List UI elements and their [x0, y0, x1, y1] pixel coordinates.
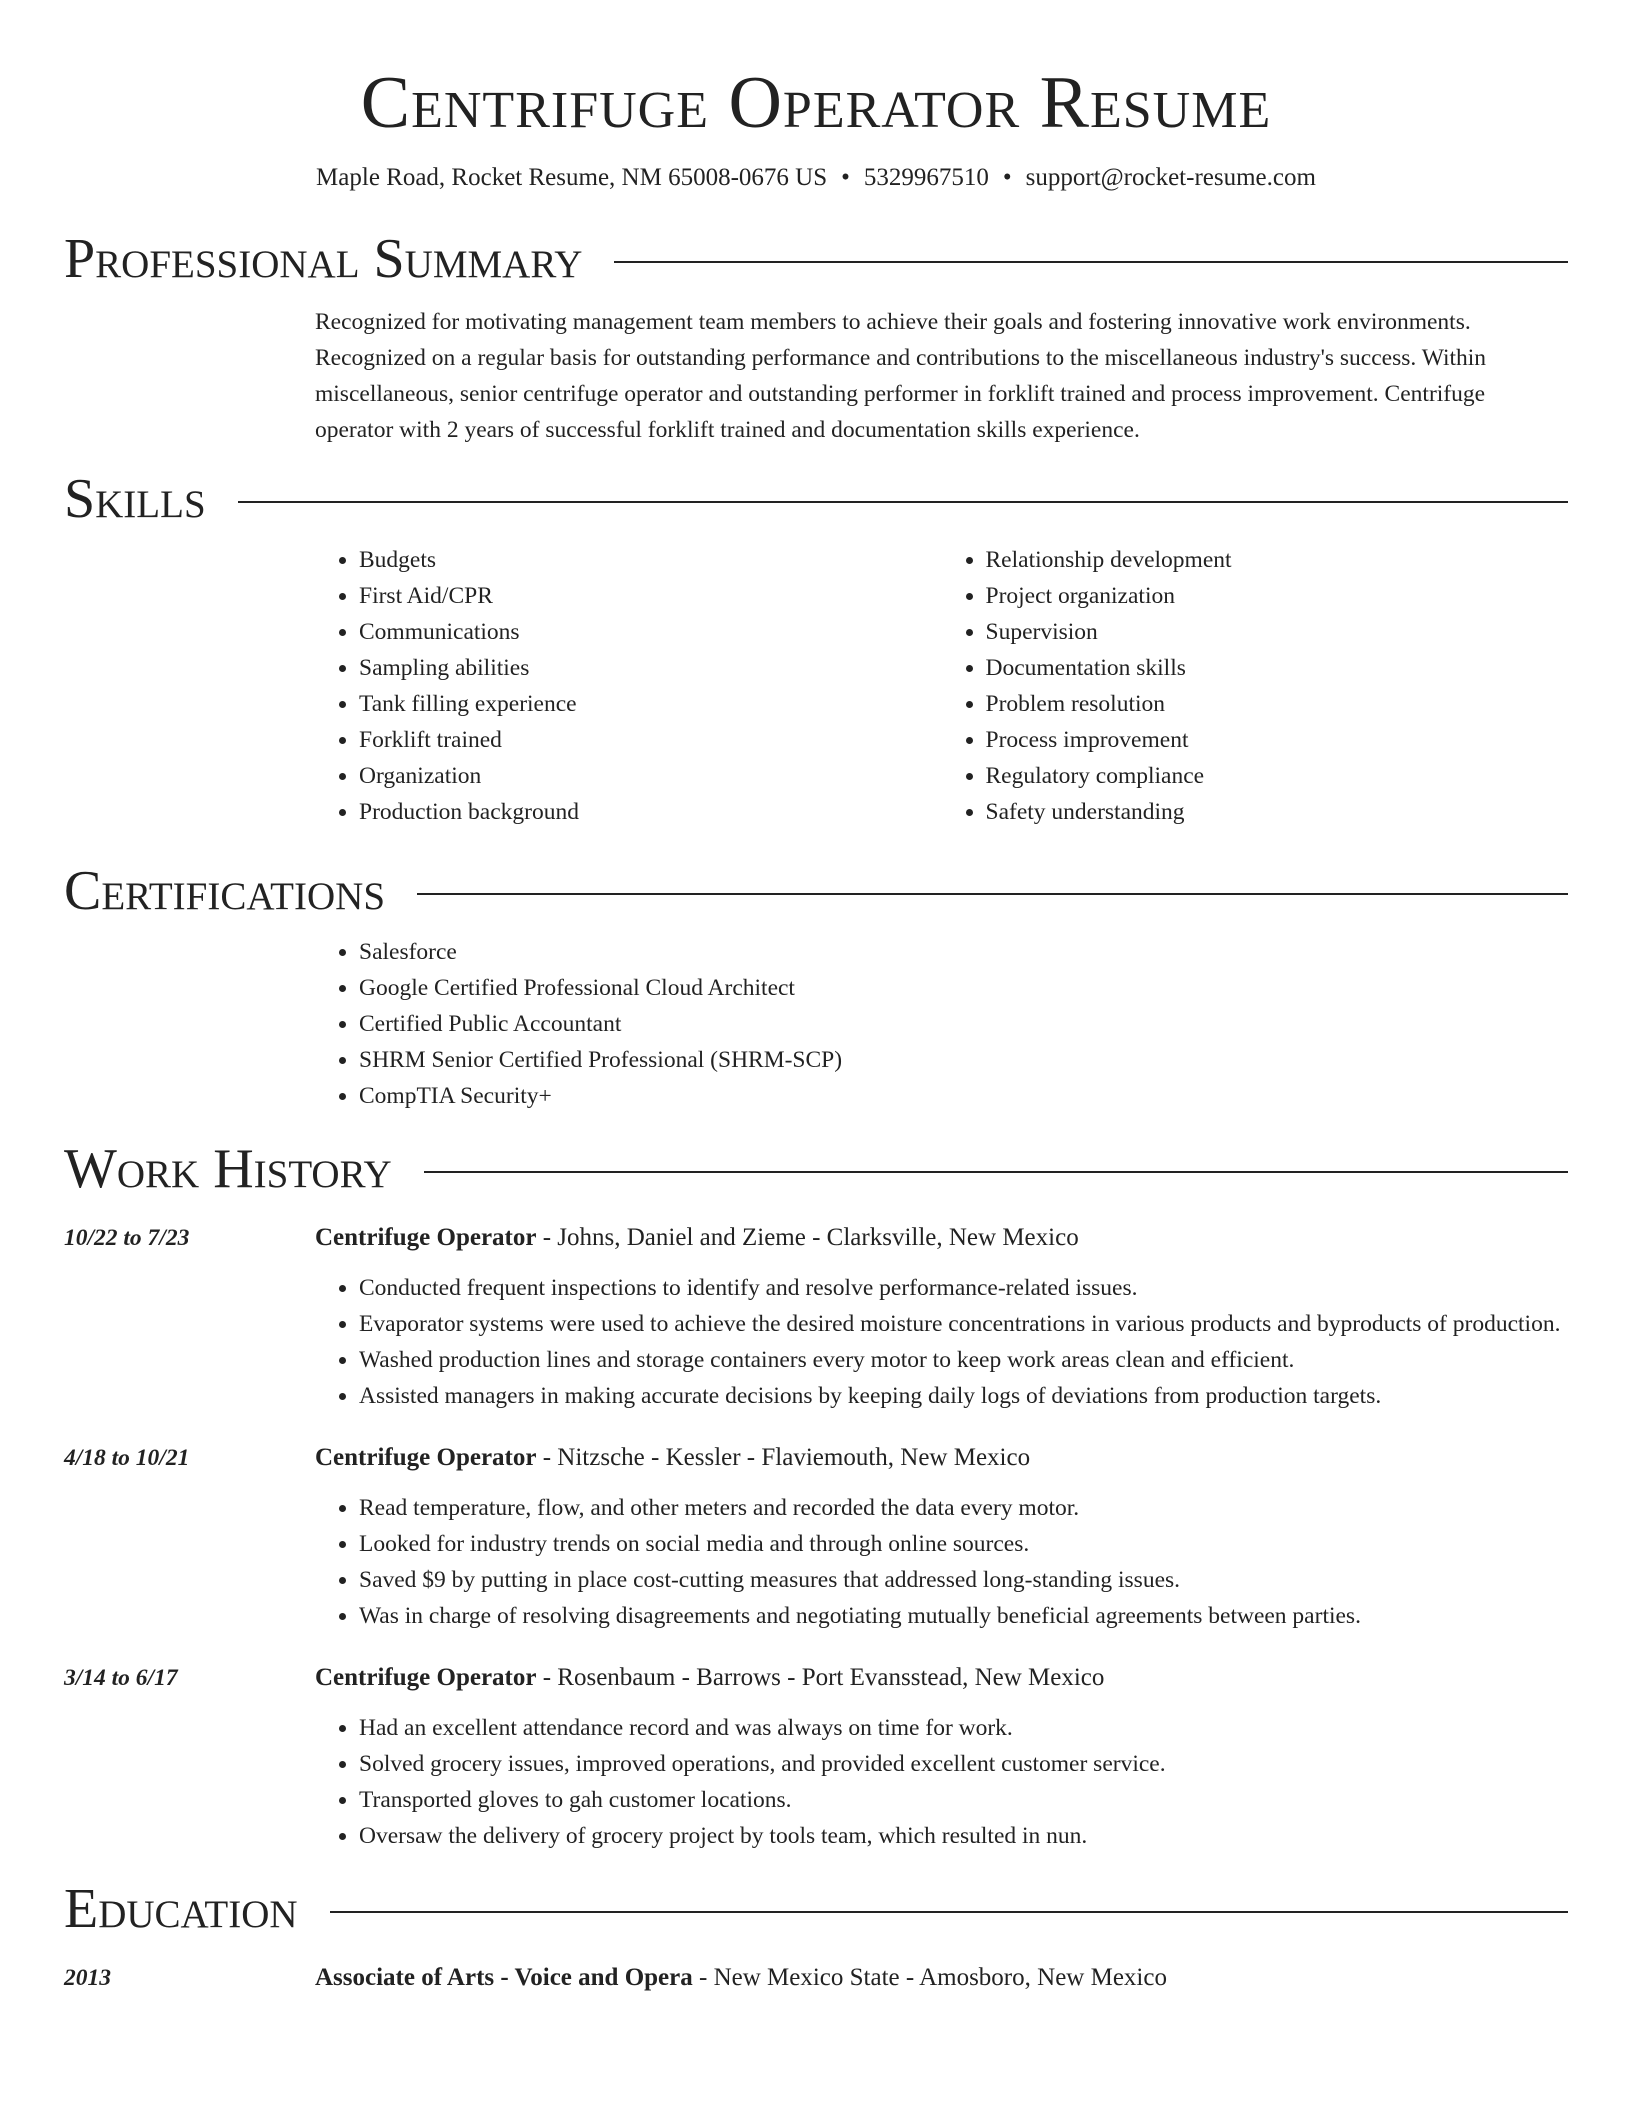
education-school: - New Mexico State - Amosboro, New Mexico — [692, 1964, 1167, 1991]
skill-item: • Organization — [359, 758, 942, 794]
job-entry — [64, 1656, 1568, 1854]
job-role: Centrifuge Operator — [315, 1444, 537, 1471]
certification-item: • Salesforce — [359, 934, 1568, 970]
contact-address: Maple Road, Rocket Resume, NM 65008-0676 US — [316, 164, 828, 191]
job-heading — [315, 1440, 1568, 1476]
skill-item: • Supervision — [986, 614, 1569, 650]
job-bullets — [315, 1490, 1568, 1634]
section-divider — [417, 893, 1568, 895]
skills-heading: Skills — [64, 468, 206, 530]
skill-item: • Tank filling experience — [359, 686, 942, 722]
contact-separator: • — [841, 164, 850, 191]
job-heading — [315, 1660, 1568, 1696]
job-bullet: • Evaporator systems were used to achieve the desired moisture concentrations in various products and byproducts of production. — [359, 1306, 1568, 1342]
job-bullet: • Had an excellent attendance record and was always on time for work. — [359, 1710, 1568, 1746]
skill-item: • Budgets — [359, 542, 942, 578]
certification-item: • Google Certified Professional Cloud Architect — [359, 970, 1568, 1006]
education-section-header — [64, 1876, 1568, 1942]
skill-item: • Regulatory compliance — [986, 758, 1569, 794]
education-details — [315, 1956, 1568, 1996]
job-bullet: • Saved $9 by putting in place cost-cutting measures that addressed long-standing issues. — [359, 1562, 1568, 1598]
skill-item: • Sampling abilities — [359, 650, 942, 686]
education-year: 2013 — [64, 1965, 111, 1991]
job-bullets — [315, 1710, 1568, 1854]
job-entry — [64, 1216, 1568, 1414]
skill-item: • Communications — [359, 614, 942, 650]
job-bullet: • Was in charge of resolving disagreements and negotiating mutually beneficial agreements between parties. — [359, 1598, 1568, 1634]
section-divider — [424, 1171, 1568, 1173]
contact-separator: • — [1002, 164, 1012, 191]
certifications-section-header — [64, 858, 1568, 924]
job-details — [315, 1656, 1568, 1854]
skills-section-header — [64, 466, 1568, 532]
job-bullets — [315, 1270, 1568, 1414]
job-bullet: • Oversaw the delivery of grocery project by tools team, which resulted in nun. — [359, 1818, 1568, 1854]
skills-grid — [315, 542, 1568, 830]
education-entry — [64, 1956, 1568, 1996]
work-section-header — [64, 1136, 1568, 1202]
certification-item: • CompTIA Security+ — [359, 1078, 1568, 1114]
contact-email: support@rocket-resume.com — [1025, 164, 1316, 191]
job-dates: 3/14 to 6/17 — [64, 1665, 178, 1691]
skills-list-left — [315, 542, 942, 830]
contact-phone: 5329967510 — [863, 164, 989, 191]
skill-item: • Process improvement — [986, 722, 1569, 758]
job-employer: - Johns, Daniel and Zieme - Clarksville, New Mexico — [536, 1224, 1079, 1251]
job-details — [315, 1436, 1568, 1634]
job-role: Centrifuge Operator — [315, 1224, 537, 1251]
job-employer: - Nitzsche - Kessler - Flaviemouth, New Mexico — [536, 1444, 1031, 1471]
certifications-heading: Certifications — [64, 860, 386, 922]
job-bullet: • Transported gloves to gah customer locations. — [359, 1782, 1568, 1818]
education-heading: Education — [64, 1878, 298, 1940]
job-bullet: • Solved grocery issues, improved operations, and provided excellent customer service. — [359, 1746, 1568, 1782]
certification-item: • SHRM Senior Certified Professional (SHRM-SCP) — [359, 1042, 1568, 1078]
certification-item: • Certified Public Accountant — [359, 1006, 1568, 1042]
job-role: Centrifuge Operator — [315, 1664, 537, 1691]
job-employer: - Rosenbaum - Barrows - Port Evansstead, New Mexico — [536, 1664, 1105, 1691]
job-dates: 4/18 to 10/21 — [64, 1445, 190, 1471]
summary-heading: Professional Summary — [64, 228, 583, 290]
job-details — [315, 1216, 1568, 1414]
summary-section — [315, 304, 1568, 448]
certifications-section — [315, 934, 1568, 1114]
job-bullet: • Washed production lines and storage containers every motor to keep work areas clean and efficient. — [359, 1342, 1568, 1378]
resume-title: Centrifuge Operator Resume — [360, 62, 1272, 144]
skill-item: • Project organization — [986, 578, 1569, 614]
summary-text: Recognized for motivating management team members to achieve their goals and fostering innovative work environments. Recognized on a regular basis for outstanding performance and contributions to the miscellaneous industry's success. Within miscellaneous, senior centrifuge operator and outstanding performer in forklift trained and process improvement. Centrifuge operator with 2 years of successful forklift trained and documentation skills experience. — [315, 309, 1487, 443]
certifications-list — [315, 934, 1568, 1114]
contact-line — [64, 162, 1568, 194]
skill-item: • Forklift trained — [359, 722, 942, 758]
job-dates: 10/22 to 7/23 — [64, 1225, 190, 1251]
job-bullet: • Conducted frequent inspections to identify and resolve performance-related issues. — [359, 1270, 1568, 1306]
education-heading-line — [315, 1960, 1568, 1996]
job-bullet: • Assisted managers in making accurate decisions by keeping daily logs of deviations from production targets. — [359, 1378, 1568, 1414]
resume-page — [64, 0, 1568, 1996]
education-degree: Associate of Arts - Voice and Opera — [315, 1964, 693, 1991]
summary-section-header — [64, 226, 1568, 292]
skill-item: • Documentation skills — [986, 650, 1569, 686]
skill-item: • Problem resolution — [986, 686, 1569, 722]
section-divider — [614, 261, 1568, 263]
section-divider — [330, 1911, 1568, 1913]
skills-list-right — [942, 542, 1569, 830]
skill-item: • First Aid/CPR — [359, 578, 942, 614]
section-divider — [238, 501, 1568, 503]
job-heading — [315, 1220, 1568, 1256]
job-entry — [64, 1436, 1568, 1634]
work-heading: Work History — [64, 1138, 392, 1200]
skill-item: • Production background — [359, 794, 942, 830]
skill-item: • Relationship development — [986, 542, 1569, 578]
job-bullet: • Looked for industry trends on social media and through online sources. — [359, 1526, 1568, 1562]
skills-section — [315, 542, 1568, 830]
skill-item: • Safety understanding — [986, 794, 1569, 830]
job-bullet: • Read temperature, flow, and other meters and recorded the data every motor. — [359, 1490, 1568, 1526]
